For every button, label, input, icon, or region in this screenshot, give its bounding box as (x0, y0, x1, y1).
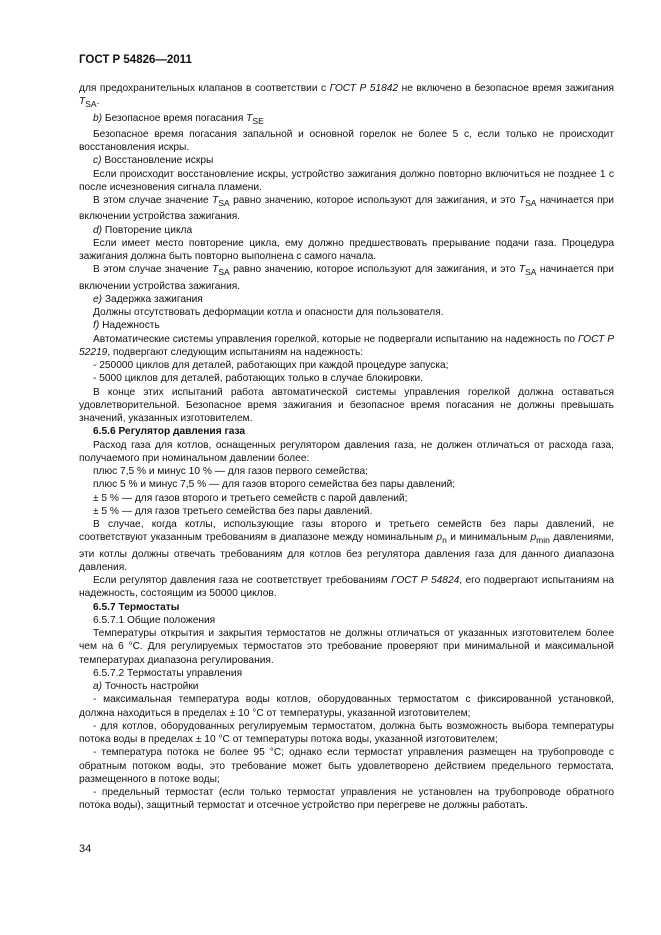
item-heading: e) Задержка зажигания (93, 293, 203, 305)
paragraph: Безопасное время погасания запальной и основной горелок не более 5 с, если только не происходит восстановления искры. (79, 128, 614, 154)
list-item: - для котлов, оборудованных регулируемым термостатом, должна быть возможность выбора температуры потока воды в пределах ± 10 °С от температуры потока воды, указанной изготовителем; (79, 720, 614, 746)
page-header: ГОСТ Р 54826—2011 (79, 54, 192, 66)
paragraph: Должны отсутствовать деформации котла и опасности для пользователя. (93, 307, 444, 319)
paragraph: Если регулятор давления газа не соответствует требованиям ГОСТ Р 54824, его подвергают испытаниям на надежность, состоящим из 50000 циклов. (79, 575, 615, 600)
paragraph: В конце этих испытаний работа автоматической системы управления горелкой должна оставаться удовлетворительной. Безопасное время зажигания и безопасное время погасания не должны превышать значений, указанных изготовителем. (79, 386, 614, 425)
paragraph: В этом случае значение $T_{SA}$ равно значению, которое используют для зажигания, и это $T_{SA}$ начинается при включении устройства зажигания. (79, 195, 615, 223)
item-heading: c) Восстановление искры (93, 155, 214, 167)
paragraph: Если происходит восстановление искры, устройство зажигания должно повторно включиться не позднее 1 с после исчезновения сигнала пламени. (79, 168, 614, 193)
document-body (79, 82, 614, 813)
list-item: - 5000 циклов для деталей, работающих только в случае блокировки. (93, 373, 424, 385)
list-item: - предельный термостат (если только термостат управления не установлен на трубопроводе обратного потока воды), защитный термостат и отсечное устройство при перегреве не должны работать. (79, 787, 614, 812)
section-heading: 6.5.6 Регулятор давления газа (93, 426, 246, 438)
item-heading: f) Надежность (93, 320, 160, 332)
section-heading: 6.5.7 Термостаты (93, 601, 180, 613)
standard-reference: ГОСТ Р 51842 (329, 83, 399, 94)
item-heading: b) Безопасное время погасания $T_{SE}$ (93, 112, 264, 126)
paragraph: Расход газа для котлов, оснащенных регулятором давления газа, не должен отличаться от расхода газа, получаемого при номинальном давлении более: (79, 439, 614, 464)
list-item: плюс 5 % и минус 7,5 % — для газов второго семейства без пары давлений; (93, 479, 456, 491)
list-item: - максимальная температура воды котлов, оборудованных термостатом с фиксированной установкой, должна находиться в пределах ± 10 °С от температуры, указанной изготовителем; (79, 694, 614, 719)
paragraph: Автоматические системы управления горелкой, которые не подвергали испытанию на надежность по ГОСТ Р 52219, подвергают следующим испытаниям на надежность: (79, 333, 614, 358)
paragraph: Температуры открытия и закрытия термостатов не должны отличаться от указанных изготовителем более чем на 6 °С. Для регулируемых термостатов это требование проверяют при минимальной и максимальной температурах диапазона регулирования. (79, 628, 614, 666)
page-number: 34 (79, 843, 92, 855)
list-item: ± 5 % — для газов третьего семейства без пары давлений. (93, 505, 373, 517)
standard-reference: ГОСТ Р 52219 (79, 333, 614, 358)
list-item: ± 5 % — для газов второго и третьего семейств с парой давлений; (93, 492, 408, 504)
item-heading: d) Повторение цикла (93, 224, 193, 236)
list-item: - 250000 циклов для деталей, работающих при каждой процедуре запуска; (93, 360, 449, 372)
standard-reference: ГОСТ Р 54824 (391, 575, 460, 587)
subsection-heading: 6.5.7.1 Общие положения (93, 614, 216, 626)
list-item: - температура потока не более 95 °С; однако если термостат управления размещен на трубопроводе с обратным потоком воды, это требование может быть удовлетворено действием предельного термостата, размещенного в потоке воды; (79, 747, 614, 785)
paragraph: В случае, когда котлы, использующие газы второго и третьего семейств без пары давлений, не соответствуют указанным требованиям в диапазоне между номинальным $p_n$ и минимальным $p_{min}$ давлениями, эти котлы должны отвечать требованиям для котлов без регулятора давления газа для данного диапазона давления. (79, 519, 614, 573)
subsection-heading: 6.5.7.2 Термостаты управления (93, 667, 243, 679)
paragraph: В этом случае значение $T_{SA}$ равно значению, которое используют для зажигания, и это $T_{SA}$ начинается при включении устройства зажигания. (79, 264, 615, 292)
list-item: плюс 7,5 % и минус 10 % — для газов первого семейства; (93, 466, 368, 478)
paragraph: Если имеет место повторение цикла, ему должно предшествовать прерывание подачи газа. Процедура зажигания должна быть повторно выполнена с самого начала. (79, 237, 614, 263)
paragraph: для предохранительных клапанов в соответствии с ГОСТ Р 51842 не включено в безопасное время зажигания $T_{SA}$. (79, 83, 615, 110)
item-heading: a) Точность настройки (93, 681, 199, 693)
